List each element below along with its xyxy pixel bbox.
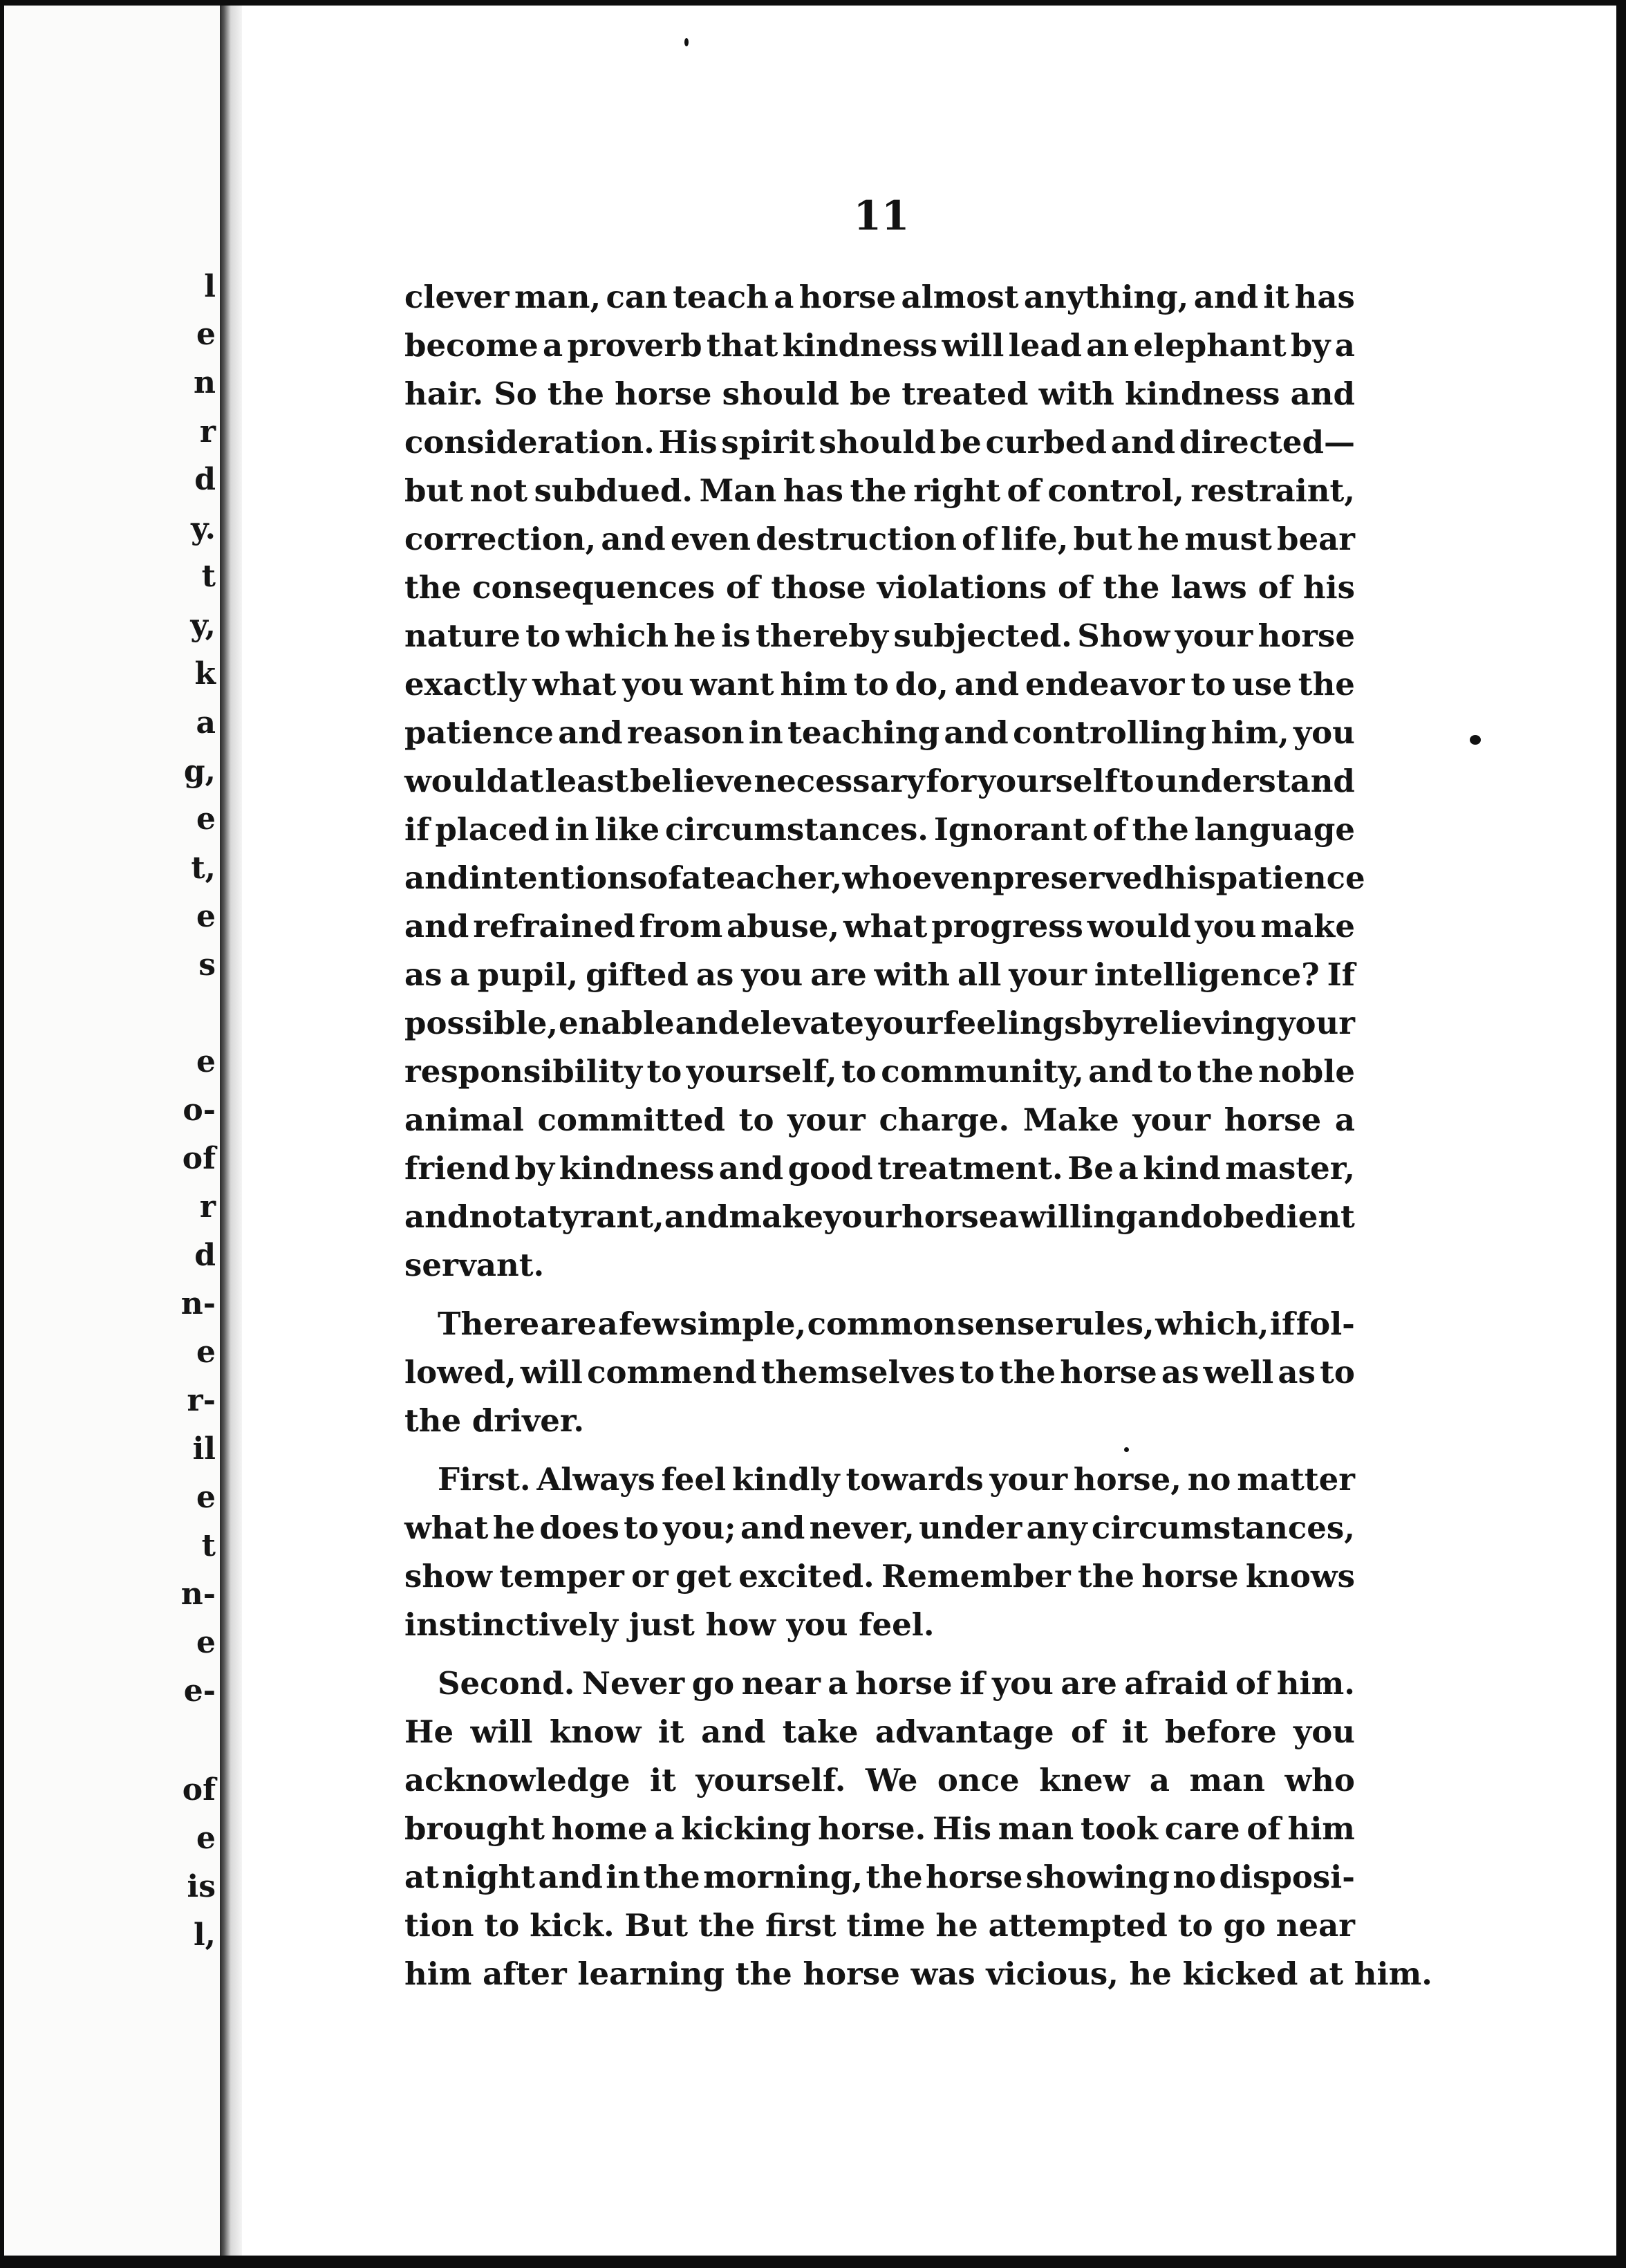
facing-page-letter: k <box>194 656 216 691</box>
paragraph <box>404 273 1365 1290</box>
text-line: friend by kindness and good treatment. Be a kind master, <box>404 1150 1355 1187</box>
facing-page-letter: n- <box>180 1577 216 1612</box>
facing-page-letter: e <box>196 801 216 837</box>
text-line: would at least believe necessary for yourself to understand <box>404 763 1355 799</box>
facing-page-letter: e <box>196 1335 216 1370</box>
facing-page-letter: e <box>196 1480 216 1515</box>
text-line: He will know it and take advantage of it before you <box>404 1713 1355 1750</box>
facing-page-letter: y. <box>191 511 216 546</box>
facing-page-letter: of <box>182 1141 216 1176</box>
text-line: tion to kick. But the first time he attempted to go near <box>404 1907 1355 1944</box>
facing-page-letter: s <box>198 947 216 983</box>
facing-page-letter: r <box>199 1189 216 1225</box>
text-line: Second. Never go near a horse if you are afraid of him. <box>438 1665 1355 1702</box>
text-line: what he does to you; and never, under any circumstances, <box>404 1509 1355 1546</box>
facing-page-letter: e <box>196 1044 216 1079</box>
facing-page-fragment <box>0 0 220 2268</box>
text-line: and intentions of a teacher, who even preserved his patience <box>404 859 1365 896</box>
facing-page-letter: t, <box>191 850 216 886</box>
text-line: hair. So the horse should be treated with kindness and <box>404 375 1355 412</box>
facing-page-letter: t <box>201 1528 216 1563</box>
text-line: show temper or get excited. Remember the horse knows <box>404 1558 1355 1595</box>
text-line: at night and in the morning, the horse showing no disposi- <box>404 1859 1355 1895</box>
paragraph <box>404 1300 1355 1445</box>
facing-page-letter: n- <box>180 1286 216 1321</box>
facing-page-letter: n <box>194 365 216 400</box>
facing-page-letter: is <box>187 1869 216 1904</box>
book-gutter <box>220 0 242 2268</box>
ink-speck <box>1470 735 1481 745</box>
text-line: correction, and even destruction of life, but he must bear <box>404 521 1355 557</box>
text-line: possible, enable and elevate your feelings by relieving your <box>404 1005 1355 1041</box>
facing-page-letter: l, <box>193 1917 216 1953</box>
facing-page-letter: r <box>199 414 216 449</box>
text-line: and not a tyrant, and make your horse a willing and obedient <box>404 1198 1355 1235</box>
text-line: become a proverb that kindness will lead an elephant by a <box>404 327 1355 364</box>
text-line: brought home a kicking horse. His man took care of him <box>404 1810 1355 1847</box>
facing-page-letter: t <box>201 559 216 594</box>
text-line: him after learning the horse was vicious, he kicked at him. <box>404 1955 1432 1992</box>
paragraph <box>404 1660 1432 1998</box>
text-line: the consequences of those violations of the laws of his <box>404 569 1355 606</box>
facing-page-letter: e <box>196 899 216 934</box>
text-line: acknowledge it yourself. We once knew a man who <box>404 1762 1355 1798</box>
facing-page-letter: o- <box>183 1093 216 1128</box>
text-line: the driver. <box>404 1402 585 1439</box>
text-line: nature to which he is thereby subjected. Show your horse <box>404 617 1355 654</box>
facing-page-letter: y, <box>190 608 216 643</box>
facing-page-letter: l <box>204 269 216 304</box>
text-line: if placed in like circumstances. Ignorant of the language <box>404 811 1355 848</box>
text-line: First. Always feel kindly towards your horse, no matter <box>438 1461 1355 1498</box>
facing-page-letter: d <box>194 1238 216 1273</box>
text-line: responsibility to yourself, to community, and to the noble <box>404 1053 1355 1090</box>
facing-page-letter: r- <box>187 1383 216 1418</box>
text-line: as a pupil, gifted as you are with all your intelligence? If <box>404 956 1355 993</box>
scan-border-right <box>1616 0 1626 2268</box>
text-line: instinctively just how you feel. <box>404 1606 935 1643</box>
text-line: There are a few simple, common sense rules, which, if fol- <box>438 1305 1355 1342</box>
text-line: but not subdued. Man has the right of control, restraint, <box>404 472 1355 509</box>
facing-page-letter: e <box>196 1625 216 1660</box>
text-line: animal committed to your charge. Make your horse a <box>404 1102 1355 1138</box>
text-line: servant. <box>404 1247 545 1283</box>
text-line: and refrained from abuse, what progress would you make <box>404 908 1355 945</box>
facing-page-letter: a <box>196 705 216 741</box>
text-line: lowed, will commend themselves to the horse as well as to <box>404 1354 1355 1391</box>
text-line: clever man, can teach a horse almost anything, and it has <box>404 279 1355 315</box>
ink-speck <box>684 38 689 46</box>
facing-page-letter: g, <box>183 754 216 789</box>
facing-page-letter: e <box>196 1821 216 1856</box>
scan-border-top <box>0 0 1626 6</box>
text-line: patience and reason in teaching and controlling him, you <box>404 714 1355 751</box>
facing-page-letter: d <box>194 462 216 497</box>
text-line: consideration. His spirit should be curbed and directed— <box>404 424 1355 461</box>
facing-page-letter: of <box>182 1772 216 1807</box>
facing-page-letter: il <box>192 1431 216 1467</box>
ink-speck <box>1124 1447 1129 1452</box>
paragraph <box>404 1456 1355 1649</box>
body-text <box>404 273 1432 2009</box>
scan-border-left <box>0 0 4 2268</box>
facing-page-letter: e- <box>183 1673 216 1709</box>
text-line: exactly what you want him to do, and endeavor to use the <box>404 666 1355 703</box>
scan-border-bottom <box>0 2256 1626 2268</box>
page-number: 11 <box>853 192 910 239</box>
facing-page-letter: e <box>196 317 216 352</box>
